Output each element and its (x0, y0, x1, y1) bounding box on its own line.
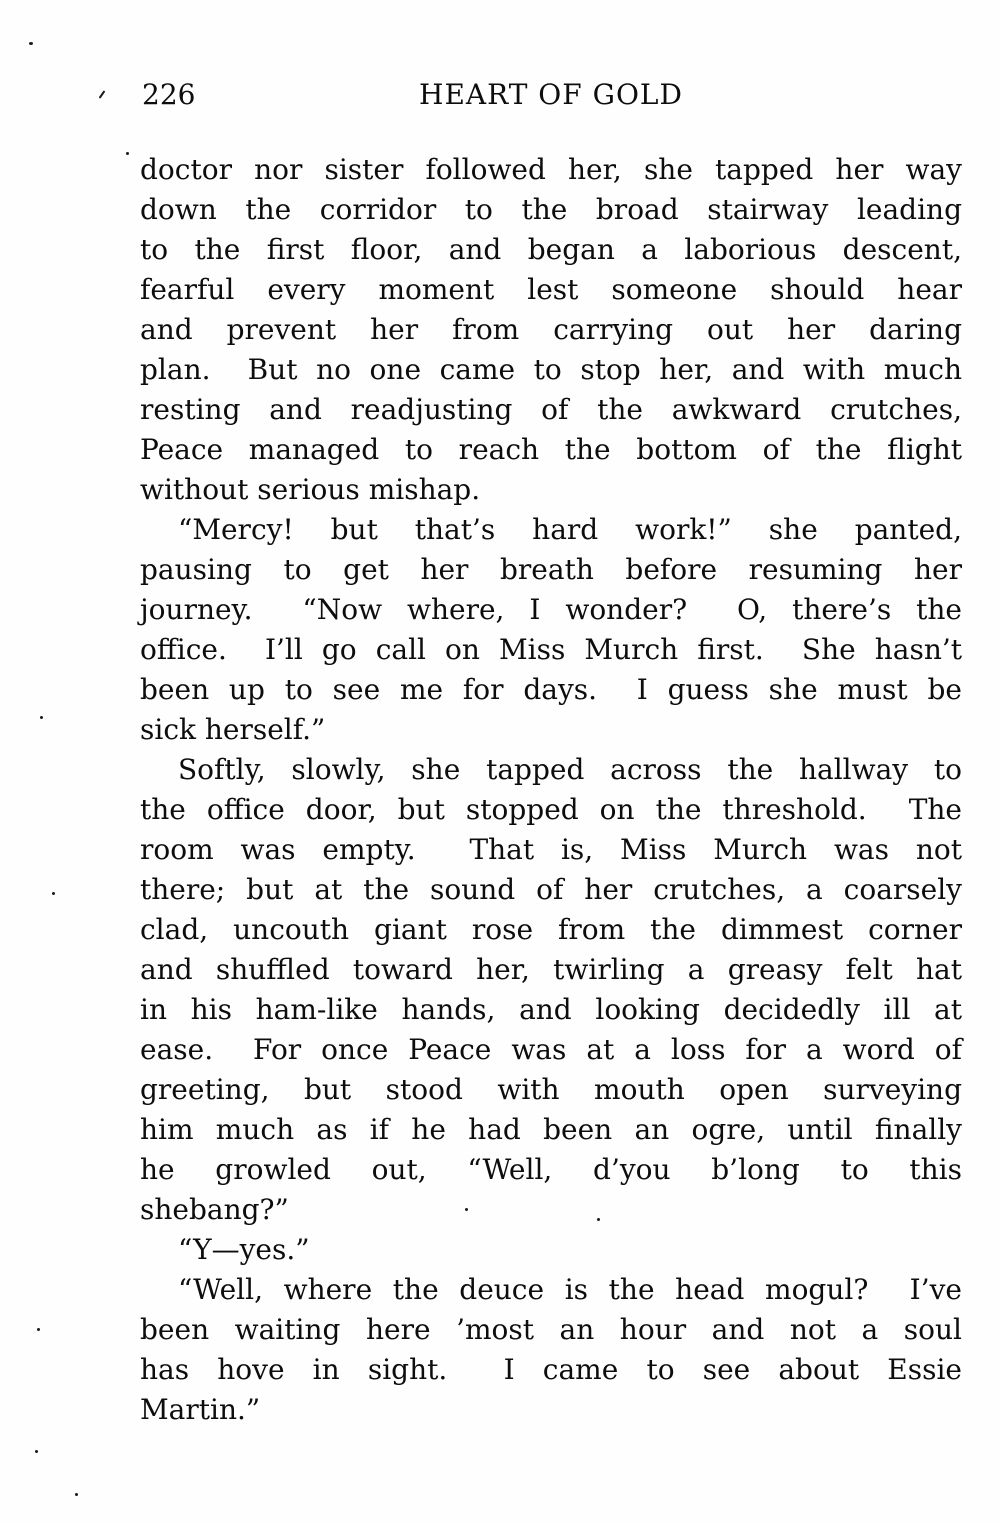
running-head (140, 78, 962, 118)
scan-tick-mark (99, 90, 106, 99)
text-line: “Y—yes.” (178, 1233, 310, 1266)
paragraph (140, 510, 962, 750)
text-line: pausing to get her breath before resuming her (140, 553, 962, 586)
page-number: 226 (142, 78, 196, 111)
text-line: “Mercy! but that’s hard work!” she panted, (178, 513, 962, 546)
text-line: sick herself.” (140, 713, 326, 746)
paragraph (140, 150, 962, 510)
text-line: Martin.” (140, 1393, 261, 1426)
text-line: clad, uncouth giant rose from the dimmest corner (140, 913, 962, 946)
text-line: Softly, slowly, she tapped across the hallway to (178, 753, 962, 786)
text-line: without serious mishap. (140, 473, 481, 506)
text-line: down the corridor to the broad stairway leading (140, 193, 962, 226)
text-line: to the first floor, and began a laborious descent, (140, 233, 962, 266)
text-line: and prevent her from carrying out her daring (140, 313, 962, 346)
text-line: has hove in sight. I came to see about Essie (140, 1353, 962, 1386)
paragraph (140, 1270, 962, 1430)
text-body (140, 150, 962, 1430)
scan-speck (52, 892, 55, 895)
text-line: Peace managed to reach the bottom of the flight (140, 433, 962, 466)
text-line: journey. “Now where, I wonder? O, there’s the (140, 593, 962, 626)
text-line: “Well, where the deuce is the head mogul? I’ve (178, 1273, 962, 1306)
scan-speck (37, 1328, 40, 1331)
text-line: greeting, but stood with mouth open surveying (140, 1073, 962, 1106)
page-title: HEART OF GOLD (419, 78, 683, 111)
text-line: there; but at the sound of her crutches, a coarsely (140, 873, 962, 906)
text-line: been up to see me for days. I guess she must be (140, 673, 962, 706)
text-line: him much as if he had been an ogre, until finally (140, 1113, 962, 1146)
scan-speck (29, 42, 33, 45)
text-line: resting and readjusting of the awkward crutches, (140, 393, 962, 426)
text-line: plan. But no one came to stop her, and with much (140, 353, 962, 386)
scan-speck (75, 1493, 78, 1496)
scan-speck (126, 152, 129, 155)
scan-speck (597, 1218, 600, 1221)
text-line: fearful every moment lest someone should hear (140, 273, 962, 306)
text-line: office. I’ll go call on Miss Murch first. She hasn’t (140, 633, 962, 666)
text-line: he growled out, “Well, d’you b’long to this (140, 1153, 962, 1186)
paragraph (140, 1230, 962, 1270)
scan-speck (465, 1208, 468, 1211)
text-line: ease. For once Peace was at a loss for a word of (140, 1033, 962, 1066)
text-line: been waiting here ’most an hour and not a soul (140, 1313, 962, 1346)
text-line: the office door, but stopped on the threshold. The (140, 793, 962, 826)
scan-speck (35, 1450, 38, 1453)
text-line: room was empty. That is, Miss Murch was not (140, 833, 962, 866)
scan-speck (40, 716, 43, 719)
paragraph (140, 750, 962, 1230)
text-line: shebang?” (140, 1193, 289, 1226)
text-line: in his ham-like hands, and looking decidedly ill at (140, 993, 962, 1026)
text-line: and shuffled toward her, twirling a greasy felt hat (140, 953, 962, 986)
text-line: doctor nor sister followed her, she tapped her way (140, 153, 962, 186)
